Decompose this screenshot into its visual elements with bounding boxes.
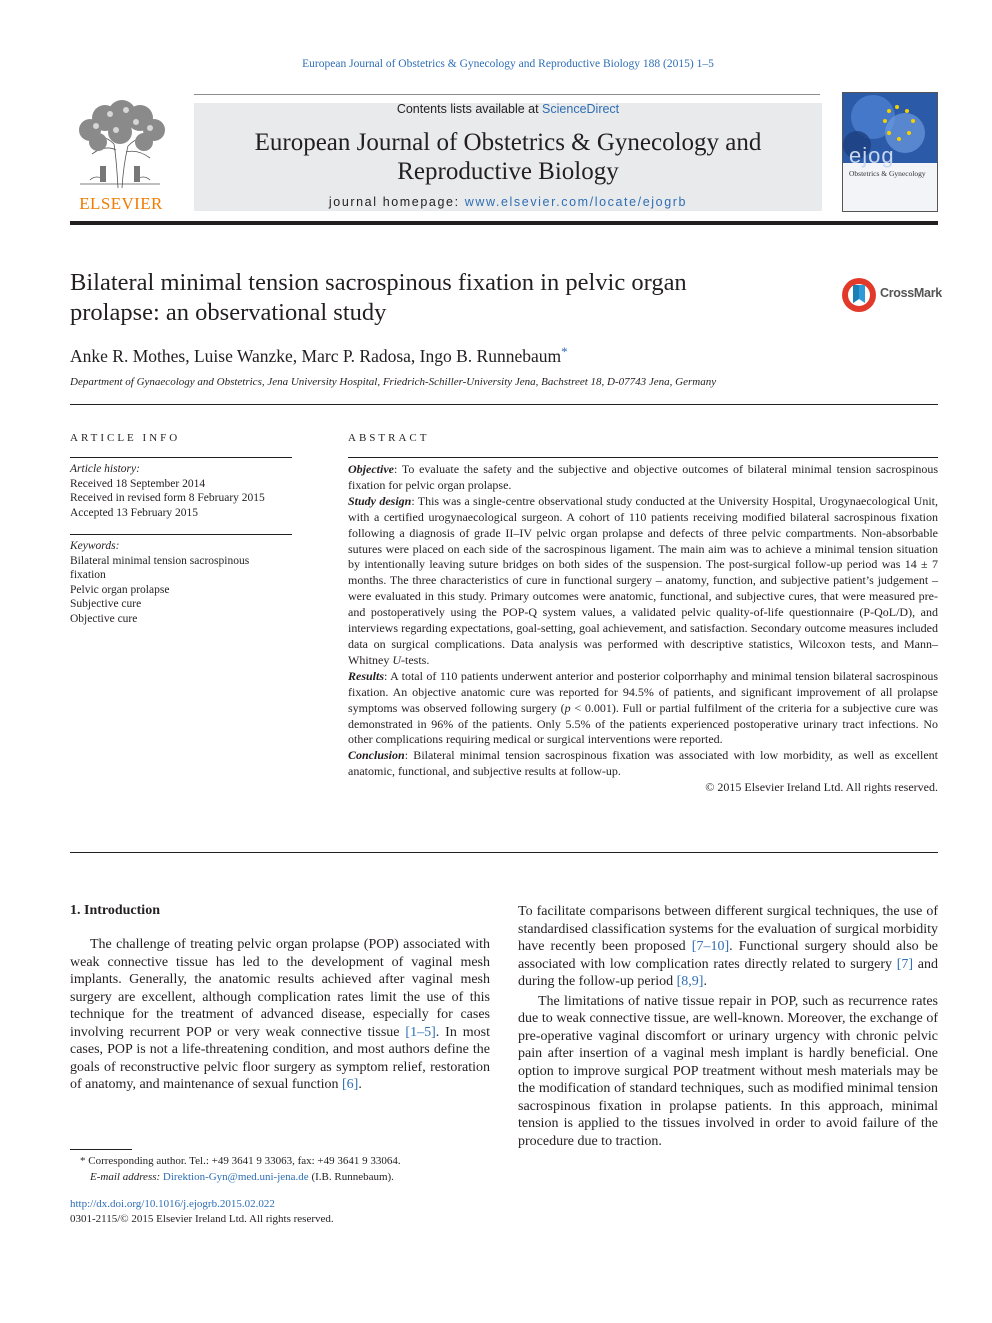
running-head[interactable]: European Journal of Obstetrics & Gynecology and Reproductive Biology 188 (2015) 1–5 — [302, 58, 714, 70]
intro-paragraph-2 — [518, 903, 938, 991]
journal-homepage — [194, 195, 822, 209]
history-label: Article history: — [70, 463, 140, 475]
citation-link[interactable]: [1–5] — [405, 1024, 436, 1040]
conclusion-label: Conclusion — [348, 748, 405, 763]
doi-link[interactable]: http://dx.doi.org/10.1016/j.ejogrb.2015.02.022 — [70, 1198, 275, 1210]
keywords-rule — [70, 534, 292, 535]
email-suffix: (I.B. Runnebaum). — [308, 1170, 394, 1183]
received-date: Received 18 September 2014 — [70, 477, 206, 490]
p1-text: The challenge of treating pelvic organ prolapse (POP) associated with weak connective tissue has led to the development of vaginal mesh implants. Generally, the anatomic results achieved after vaginal mesh surgery are excellent, although complication rates limit the use of this technique for the treatment of advanced disease, especially for cases involving recurrent POP or very weak connective tissue — [70, 937, 490, 1040]
journal-title-line2: Reproductive Biology — [397, 158, 619, 185]
footnote — [70, 1154, 500, 1185]
r1-text: and during the follow-up period — [518, 956, 938, 989]
issn-line: 0301-2115/© 2015 Elsevier Ireland Ltd. All rights reserved. — [70, 1213, 334, 1225]
results-label: Results — [348, 668, 385, 683]
homepage-link[interactable]: www.elsevier.com/locate/ejogrb — [464, 195, 688, 209]
abstract-heading: ABSTRACT — [348, 432, 430, 444]
p1-text: . — [358, 1077, 362, 1092]
objective-label: Objective — [348, 462, 394, 476]
body-rule — [70, 852, 938, 853]
abstract-results — [348, 669, 938, 749]
accepted-date: Accepted 13 February 2015 — [70, 506, 199, 519]
abstract-body — [348, 462, 938, 796]
conclusion-text: : Bilateral minimal tension sacrospinous fixation was associated with low morbidity, as well as excellent anatomic, functional, and subjective results at follow-up. — [348, 748, 938, 779]
citation-link[interactable]: [7] — [896, 956, 914, 972]
results-text-end: < 0.001). Full or partial fulfilment of the criteria for a subjective cure was demonstrated in 96% of the patients. Only 5.5% of the patients experienced postoperative urinary tract infections. No other complications requiring medical or surgical interventions were reported. — [348, 700, 938, 747]
keyword-item: Pelvic organ prolapse — [70, 583, 170, 596]
affiliation-rule — [70, 404, 938, 405]
keyword-item: Subjective cure — [70, 598, 142, 610]
r1-text: To facilitate comparisons between different surgical techniques, the use of standardised classification systems for the evaluation of surgical morbidity have recently been proposed — [518, 904, 938, 954]
cover-caption: Obstetrics & Gynecology — [849, 169, 926, 178]
results-text: : A total of 110 patients underwent anterior and posterior colporrhaphy and minimal tension bilateral sacrospinous fixation. An objective anatomic cure was reported for 94.5% of patients, and significant improvement of all prolapse symptoms was observed following surgery ( — [348, 668, 938, 715]
journal-title — [194, 128, 822, 186]
abstract-design — [348, 494, 938, 669]
keyword-item: Objective cure — [70, 612, 138, 625]
section-heading-introduction: 1. Introduction — [70, 903, 160, 918]
author-list — [70, 344, 568, 367]
p1-text: . In most cases, POP is not a life-threatening condition, and most authors define the goals of reconstructive pelvic floor surgery as symptom relief, restoration of anatomy, and maintenance of sexual function — [70, 1024, 491, 1092]
abstract-rule — [348, 457, 938, 458]
journal-title-line1: European Journal of Obstetrics & Gynecology and — [254, 129, 762, 156]
r1-text: . — [703, 974, 707, 989]
footnote-rule — [70, 1149, 132, 1150]
abstract-objective — [348, 462, 938, 494]
email-link[interactable]: Direktion-Gyn@med.uni-jena.de — [162, 1170, 309, 1183]
article-info-heading: ARTICLE INFO — [70, 432, 181, 444]
citation-link[interactable]: [6] — [342, 1077, 359, 1092]
masthead-top-rule — [194, 94, 820, 95]
contents-prefix: Contents lists available at — [396, 102, 543, 116]
elsevier-wordmark: ELSEVIER — [79, 194, 163, 213]
design-label: Study design — [348, 493, 412, 508]
revised-date: Received in revised form 8 February 2015 — [70, 492, 265, 504]
article-title-line2: prolapse: an observational study — [70, 299, 387, 326]
header-thick-rule — [70, 221, 938, 225]
results-p: p — [564, 700, 571, 715]
citation-link[interactable]: [7–10] — [691, 939, 730, 954]
footnote-mark: * — [80, 1155, 86, 1167]
footnote-corresponding: Corresponding author. Tel.: +49 3641 9 33063, fax: +49 3641 9 33064. — [88, 1155, 401, 1167]
abstract-copyright: © 2015 Elsevier Ireland Ltd. All rights reserved. — [705, 780, 938, 795]
crossmark-label[interactable]: CrossMark — [880, 286, 942, 300]
r1-text: . Functional surgery should also be associated with low complication rates directly related to surgery — [518, 939, 938, 972]
design-u: U — [392, 652, 401, 667]
keywords-label: Keywords: — [70, 540, 120, 552]
journal-cover-thumbnail[interactable] — [842, 92, 938, 212]
design-text: : This was a single-centre observational study conducted at the University Hospital, Urogynaecological Unit, with a certified urogynaecological surgeon. A cohort of 110 patients receiving modified bilateral sacrospinous fixation following a diagnosis of grade II–IV pelvic organ prolapse and defects of three pelvic compartments. Non-absorbable sutures were placed on each side of the sacrospinous ligament. The main aim was to achieve a minimal tension situation by intentionally leaving suture bridges on both sides of the suspension. The post-surgical follow-up period was 14 ± 7 months. The three characteristics of cure in functional surgery – anatomy, function, and subjective patient’s judgement – were evaluated in this study. Primary outcomes were anatomic, functional, and subjective cures, that were measured pre- and postoperatively using the POP-Q system values, a validated pelvic quality-of-life questionnaire (P-QoL/D), and interviews regarding expectations, goal-setting, goal achievement, and satisfaction. Secondary outcome measures included data on surgical complications. Data analysis was performed with descriptive statistics, Wilcoxon tests, and Mann–Whitney — [348, 493, 938, 667]
intro-paragraph-3: The limitations of native tissue repair in POP, such as recurrence rates due to weak connective tissue, are well-known. Moreover, the exchange of pre-operative vaginal discomfort or urinary urgency with chronic pelvic pain after insertion of a vaginal mesh implant is hardly beneficial. One option to improve surgical POP treatment without mesh materials may be the modification of standard techniques, such as modified minimal tension sacrospinous fixation in prolapse patients. In this approach, minimal tension is applied to the tissues involved in order to avoid failure of the procedure due to traction. — [518, 993, 938, 1149]
homepage-prefix: journal homepage: — [328, 195, 465, 209]
keyword-item: Bilateral minimal tension sacrospinous — [70, 554, 250, 567]
design-text-end: -tests. — [401, 652, 430, 667]
article-history — [70, 462, 292, 520]
corresponding-author-mark[interactable]: * — [561, 344, 568, 359]
intro-paragraph-1 — [70, 936, 490, 1094]
citation-link[interactable]: [8,9] — [676, 974, 704, 989]
article-info-rule — [70, 457, 292, 458]
article-title — [70, 268, 790, 328]
authors-text[interactable]: Anke R. Mothes, Luise Wanzke, Marc P. Radosa, Ingo B. Runnebaum — [70, 346, 562, 366]
cover-ejog-mark: ejog — [849, 143, 895, 168]
contents-line — [194, 102, 822, 116]
article-title-line1: Bilateral minimal tension sacrospinous fixation in pelvic organ — [70, 269, 687, 296]
email-label: E-mail address: — [90, 1170, 161, 1183]
keywords-block — [70, 539, 292, 626]
corresponding-author-note — [70, 1154, 500, 1170]
body-right-column — [518, 903, 938, 1150]
keyword-item: fixation — [70, 569, 106, 581]
abstract-conclusion — [348, 748, 938, 780]
email-note — [70, 1170, 500, 1186]
body-left-column — [70, 936, 490, 1094]
objective-text: : To evaluate the safety and the subjective and objective outcomes of bilateral minimal tension sacrospinous fixation for pelvic organ prolapse. — [348, 462, 938, 492]
sciencedirect-link[interactable]: ScienceDirect — [542, 102, 620, 116]
affiliation: Department of Gynaecology and Obstetrics, Jena University Hospital, Friedrich-Schiller-University Jena, Bachstreet 18, D-07743 Jena, Germany — [70, 376, 717, 388]
